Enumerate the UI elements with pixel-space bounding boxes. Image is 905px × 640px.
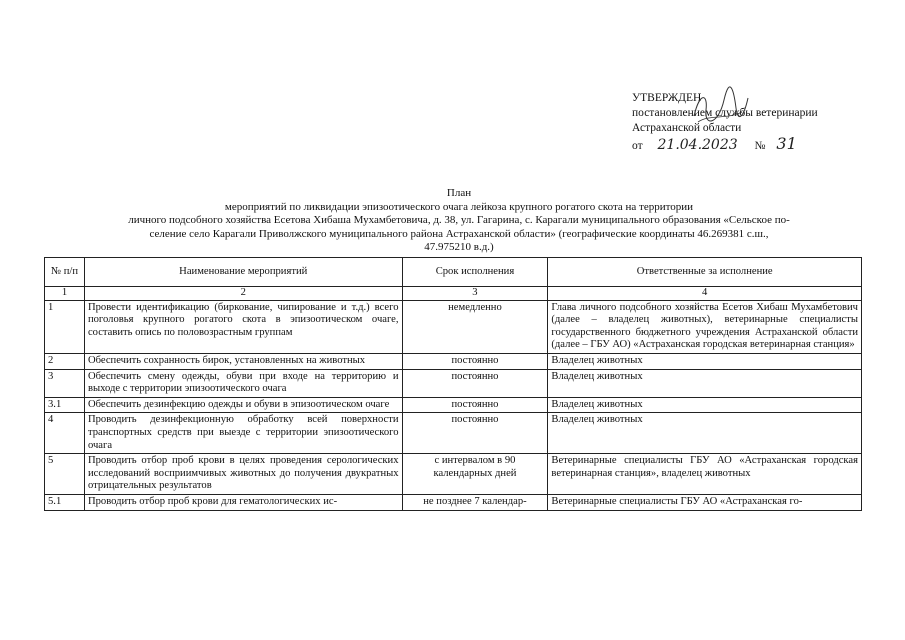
plan-subtitle-4: 47.975210 в.д.) (424, 241, 494, 253)
row-number: 2 (45, 353, 85, 369)
header-number: № п/п (45, 258, 85, 287)
row-term: постоянно (402, 397, 548, 413)
header-responsible: Ответственные за исполнение (548, 258, 862, 287)
row-activity: Обеспечить сохранность бирок, установленных на животных (84, 353, 402, 369)
row-activity: Проводить дезинфекционную обработку всей поверхности транспортных средств при выезде с территории эпизоотического очага (84, 413, 402, 454)
row-number: 5.1 (45, 494, 85, 510)
row-responsible: Владелец животных (548, 397, 862, 413)
plan-title: План (446, 187, 472, 199)
row-activity: Провести идентификацию (биркование, чипирование и т.д.) всего поголовья крупного рогатого скота в эпизоотическом очаге, составить опись по половозрастным группам (84, 300, 402, 353)
activities-table (44, 257, 862, 511)
table-row (45, 369, 862, 397)
table-header-row (45, 258, 862, 287)
table-row (45, 397, 862, 413)
row-term: с интервалом в 90 календарных дней (402, 454, 548, 495)
approval-date: 21.04.2023 (657, 137, 738, 153)
row-number: 5 (45, 454, 85, 495)
row-responsible: Владелец животных (548, 369, 862, 397)
row-responsible: Владелец животных (548, 353, 862, 369)
row-number: 1 (45, 300, 85, 353)
approval-date-line (632, 136, 872, 154)
table-row (45, 494, 862, 510)
row-number: 3.1 (45, 397, 85, 413)
plan-subtitle-2: личного подсобного хозяйства Есетова Хибаша Мухамбетовича, д. 38, ул. Гагарина, с. Карагали муниципального образования «Сельское по- (128, 214, 790, 226)
table-row (45, 413, 862, 454)
plan-heading (64, 187, 854, 255)
approval-stamp (632, 91, 872, 154)
header-term: Срок исполнения (402, 258, 548, 287)
plan-subtitle-3: селение село Карагали Приволжского муниципального района Астраханской области» (географические координаты 46.269381 с.ш., (149, 227, 769, 240)
row-responsible: Ветеринарные специалисты ГБУ АО «Астраханская городская ветеринарная станция», владелец животных (548, 454, 862, 495)
plan-subtitle-1: мероприятий по ликвидации эпизоотического очага лейкоза крупного рогатого скота на территории (224, 200, 694, 213)
approval-number: 31 (776, 134, 797, 153)
col-number: 2 (84, 287, 402, 301)
row-activity: Проводить отбор проб крови в целях проведения серологических исследований восприимчивых животных до получения двукратных отрицательных результатов (84, 454, 402, 495)
row-activity: Обеспечить смену одежды, обуви при входе на территорию и выходе с территории эпизоотического очага (84, 369, 402, 397)
table-row (45, 454, 862, 495)
approval-line-2: Астраханской области (632, 122, 742, 134)
table-row (45, 300, 862, 353)
row-term: постоянно (402, 353, 548, 369)
col-number: 3 (402, 287, 548, 301)
col-number: 4 (548, 287, 862, 301)
row-number: 3 (45, 369, 85, 397)
row-term: немедленно (402, 300, 548, 353)
col-number: 1 (45, 287, 85, 301)
approval-number-label: № (754, 140, 766, 152)
approval-word: УТВЕРЖДЕН (632, 92, 702, 104)
row-activity: Проводить отбор проб крови для гематологических ис- (84, 494, 402, 510)
table-column-numbers (45, 287, 862, 301)
approval-line-1: постановлением службы ветеринарии (632, 107, 818, 119)
row-number: 4 (45, 413, 85, 454)
approval-from-label: от (632, 140, 643, 152)
row-activity: Обеспечить дезинфекцию одежды и обуви в эпизоотическом очаге (84, 397, 402, 413)
row-responsible: Владелец животных (548, 413, 862, 454)
row-responsible: Глава личного подсобного хозяйства Есетов Хибаш Мухамбетович (далее – владелец животных), ветеринарные специалисты государственного бюджетного учреждения Астраханской области (далее – ГБУ АО) «Астраханская городская ветеринарная станция» (548, 300, 862, 353)
row-responsible: Ветеринарные специалисты ГБУ АО «Астраханская го- (548, 494, 862, 510)
header-activity: Наименование мероприятий (84, 258, 402, 287)
table-row (45, 353, 862, 369)
row-term: постоянно (402, 413, 548, 454)
row-term: постоянно (402, 369, 548, 397)
row-term: не позднее 7 календар- (402, 494, 548, 510)
signature-scribble (690, 86, 750, 131)
